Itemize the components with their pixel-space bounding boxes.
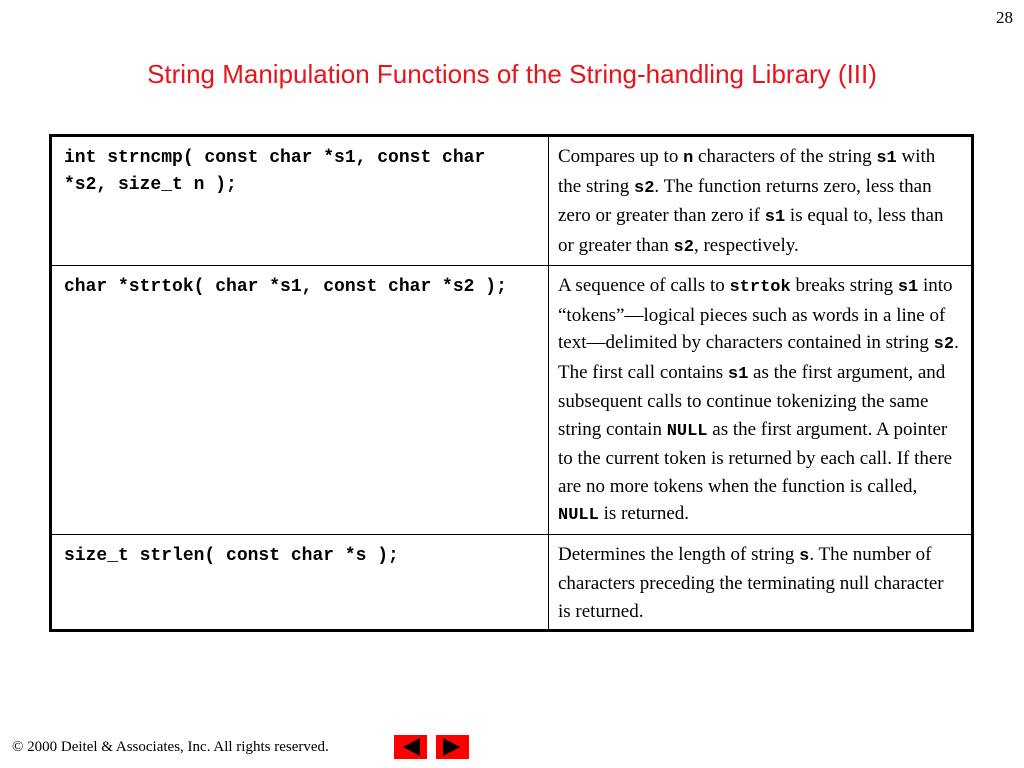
description-text: Compares up to — [558, 146, 684, 167]
description-cell — [549, 266, 973, 535]
description-text: . The first call contains — [558, 332, 959, 383]
function-row — [51, 266, 973, 535]
function-row — [51, 534, 973, 631]
signature-cell — [51, 534, 549, 631]
description-text: is equal to, less than or greater than — [558, 205, 944, 256]
code-identifier: s2 — [933, 335, 955, 354]
previous-slide-button[interactable] — [394, 735, 427, 759]
description-text: . The number of characters preceding the terminating null character is returned. — [558, 543, 944, 622]
code-identifier: strtok — [729, 278, 791, 297]
code-identifier: s2 — [673, 237, 694, 257]
code-identifier: s2 — [634, 178, 655, 198]
function-signature: size_t strlen( const char *s ); — [64, 545, 399, 566]
left-triangle-icon — [394, 735, 427, 759]
right-triangle-icon — [436, 735, 469, 759]
copyright-footer: © 2000 Deitel & Associates, Inc. All rights reserved. — [12, 739, 329, 755]
code-identifier: NULL — [558, 506, 599, 525]
description-text: Determines the length of string — [558, 543, 800, 565]
description-cell — [549, 136, 973, 266]
code-identifier: NULL — [666, 421, 708, 441]
description-text: breaks string — [790, 275, 898, 296]
signature-cell — [51, 266, 549, 535]
code-identifier: s — [799, 546, 810, 566]
description-text: is returned. — [598, 503, 690, 524]
code-identifier: s1 — [897, 278, 919, 297]
code-identifier: s1 — [764, 208, 786, 227]
description-text: . The function returns zero, less than zero or greater than zero if — [558, 175, 932, 226]
description-text: as the first argument. A pointer to the current token is returned by each call. If there are no more tokens when the function is called, — [558, 418, 953, 497]
description-text: characters of the string — [693, 146, 877, 167]
function-description — [549, 137, 971, 265]
slide-title: String Manipulation Functions of the String-handling Library (III) — [147, 59, 877, 89]
code-identifier: n — [683, 149, 694, 168]
function-signature: char *strtok( char *s1, const char *s2 ); — [64, 277, 507, 297]
description-text: as the first argument, and subsequent calls to continue tokenizing the same string contain — [558, 361, 946, 440]
function-description — [549, 266, 971, 534]
function-table-body — [51, 136, 973, 631]
signature-cell — [51, 136, 549, 266]
description-cell — [549, 534, 973, 631]
page-number: 28 — [996, 8, 1013, 27]
description-text: , respectively. — [693, 234, 799, 256]
next-slide-button[interactable] — [436, 735, 469, 759]
function-table — [49, 134, 974, 632]
description-text: into “tokens”—logical pieces such as words in a line of text—delimited by characters contained in string — [558, 275, 953, 353]
description-text: with the string — [558, 146, 936, 197]
description-text: A sequence of calls to — [558, 275, 730, 296]
function-description — [549, 535, 971, 630]
function-row — [51, 136, 973, 266]
code-identifier: s1 — [727, 364, 749, 384]
function-signature: int strncmp( const char *s1, const char *s2, size_t n ); — [64, 148, 497, 195]
code-identifier: s1 — [876, 149, 897, 168]
